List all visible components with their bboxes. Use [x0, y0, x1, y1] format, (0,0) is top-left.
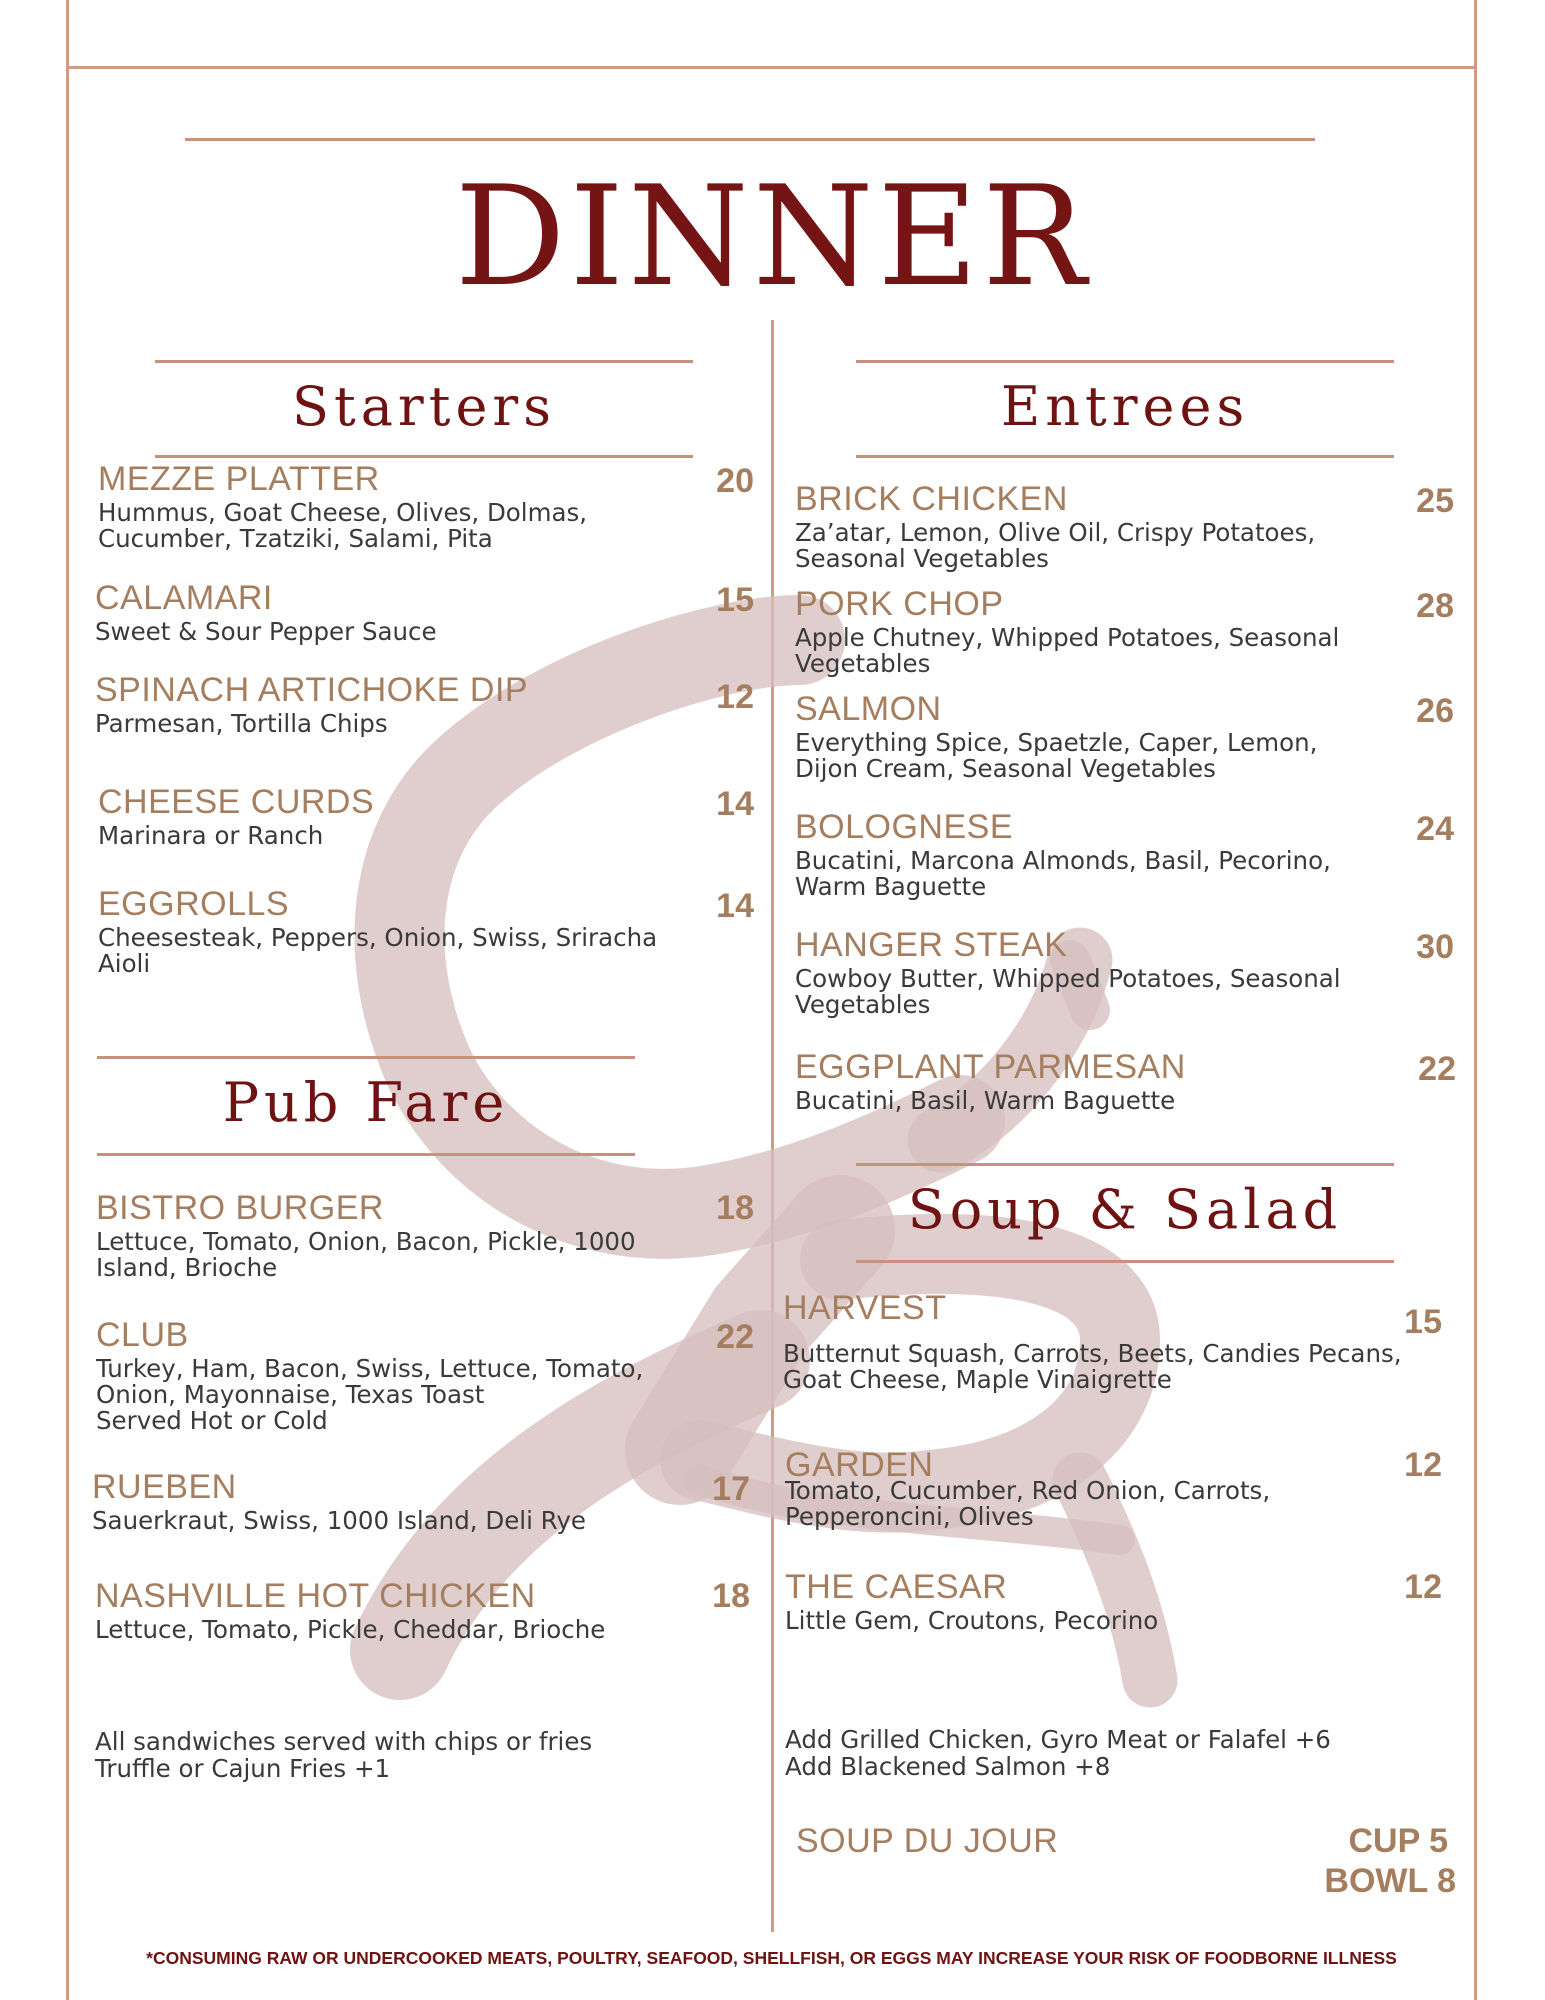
menu-item-calamari	[95, 579, 755, 645]
item-price: 25	[1416, 482, 1454, 520]
item-description: Sweet & Sour Pepper Sauce	[95, 617, 437, 646]
soup-salad-top-rule	[856, 1163, 1394, 1166]
item-name: HANGER STEAK	[795, 926, 1068, 964]
entrees-top-rule	[856, 360, 1394, 363]
sandwich-sides-note: All sandwiches served with chips or fries Truffle or Cajun Fries +1	[95, 1727, 593, 1783]
title-top-rule	[185, 138, 1315, 141]
item-price: 18	[716, 1189, 754, 1227]
item-description: Lettuce, Tomato, Onion, Bacon, Pickle, 1000 Island, Brioche	[96, 1227, 636, 1282]
item-name: NASHVILLE HOT CHICKEN	[95, 1577, 536, 1615]
menu-item-spinach-artichoke-dip	[95, 671, 755, 737]
soup-cup-price: CUP 5	[1348, 1822, 1448, 1860]
item-price: 24	[1416, 810, 1454, 848]
menu-item-garden	[785, 1446, 1405, 1530]
item-description: Lettuce, Tomato, Pickle, Cheddar, Brioche	[95, 1615, 606, 1644]
soup-salad-heading: Soup & Salad	[907, 1178, 1343, 1241]
item-price: 22	[1418, 1050, 1456, 1088]
item-price: 17	[712, 1470, 750, 1508]
item-description: Marinara or Ranch	[98, 821, 324, 850]
item-price: 20	[716, 462, 754, 500]
item-description: Cowboy Butter, Whipped Potatoes, Seasonal Vegetables	[795, 964, 1341, 1019]
item-price: 14	[716, 785, 754, 823]
salad-add-ons-note: Add Grilled Chicken, Gyro Meat or Falafel +6 Add Blackened Salmon +8	[785, 1725, 1331, 1781]
item-price: 12	[716, 678, 754, 716]
item-description: Parmesan, Tortilla Chips	[95, 709, 388, 738]
item-description: Everything Spice, Spaetzle, Caper, Lemon, Dijon Cream, Seasonal Vegetables	[795, 728, 1318, 783]
item-name: GARDEN	[785, 1446, 934, 1484]
item-description: Little Gem, Croutons, Pecorino	[785, 1606, 1159, 1635]
item-price: 12	[1404, 1446, 1442, 1484]
item-description: Bucatini, Marcona Almonds, Basil, Pecorino, Warm Baguette	[795, 846, 1331, 901]
foodborne-illness-disclaimer: *CONSUMING RAW OR UNDERCOOKED MEATS, POULTRY, SEAFOOD, SHELLFISH, OR EGGS MAY INCREASE YOUR RISK OF FOODBORNE ILLNESS	[146, 1948, 1397, 1968]
item-price: 18	[712, 1577, 750, 1615]
soup-bowl-price: BOWL 8	[1324, 1862, 1456, 1900]
item-description: Butternut Squash, Carrots, Beets, Candies Pecans, Goat Cheese, Maple Vinaigrette	[783, 1339, 1402, 1394]
menu-title: DINNER	[454, 156, 1091, 317]
item-name: HARVEST	[783, 1289, 947, 1327]
item-name: CALAMARI	[95, 579, 273, 617]
menu-item-soup-du-jour	[796, 1822, 1196, 1860]
menu-item-cheese-curds	[98, 783, 758, 849]
menu-item-mezze-platter	[98, 460, 758, 552]
starters-bottom-rule	[155, 455, 693, 458]
pub-fare-heading: Pub Fare	[222, 1071, 510, 1134]
menu-item-club	[96, 1316, 756, 1434]
entrees-bottom-rule	[856, 455, 1394, 458]
item-price: 14	[716, 887, 754, 925]
menu-item-nashville-hot-chicken	[95, 1577, 755, 1643]
menu-item-brick-chicken	[795, 480, 1415, 572]
column-divider	[771, 320, 774, 1932]
soup-salad-bottom-rule	[856, 1260, 1394, 1263]
item-name: EGGROLLS	[98, 885, 290, 923]
item-description: Za’atar, Lemon, Olive Oil, Crispy Potatoes, Seasonal Vegetables	[795, 518, 1316, 573]
item-description: Turkey, Ham, Bacon, Swiss, Lettuce, Tomato, Onion, Mayonnaise, Texas Toast Served Hot or Cold	[96, 1354, 644, 1435]
menu-item-eggrolls	[98, 885, 758, 977]
item-name: CHEESE CURDS	[98, 783, 375, 821]
frame-top-border	[66, 66, 1477, 69]
item-name: SPINACH ARTICHOKE DIP	[95, 671, 529, 709]
entrees-heading: Entrees	[1000, 375, 1250, 438]
item-name: BOLOGNESE	[795, 808, 1014, 846]
item-description: Apple Chutney, Whipped Potatoes, Seasonal Vegetables	[795, 623, 1340, 678]
menu-item-salmon	[795, 690, 1415, 782]
starters-heading: Starters	[292, 375, 556, 438]
item-description: Sauerkraut, Swiss, 1000 Island, Deli Rye	[92, 1506, 586, 1535]
menu-item-eggplant-parmesan	[795, 1048, 1415, 1114]
pub-fare-top-rule	[97, 1056, 635, 1059]
item-name: SALMON	[795, 690, 942, 728]
item-description: Tomato, Cucumber, Red Onion, Carrots, Pepperoncini, Olives	[785, 1476, 1271, 1531]
item-name: RUEBEN	[92, 1468, 237, 1506]
menu-item-pork-chop	[795, 585, 1415, 677]
menu-item-harvest	[783, 1289, 1423, 1393]
menu-item-hanger-steak	[795, 926, 1415, 1018]
item-price: 15	[716, 581, 754, 619]
menu-item-bistro-burger	[96, 1189, 756, 1281]
item-description: Bucatini, Basil, Warm Baguette	[795, 1086, 1176, 1115]
item-price: 28	[1416, 587, 1454, 625]
menu-item-the-caesar	[785, 1568, 1405, 1634]
item-name: EGGPLANT PARMESAN	[795, 1048, 1186, 1086]
item-name: BRICK CHICKEN	[795, 480, 1068, 518]
item-name: MEZZE PLATTER	[98, 460, 380, 498]
item-price: 12	[1404, 1568, 1442, 1606]
item-price: 15	[1404, 1303, 1442, 1341]
menu-item-bolognese	[795, 808, 1415, 900]
item-description: Cheesesteak, Peppers, Onion, Swiss, Sriracha Aioli	[98, 923, 658, 978]
item-name: BISTRO BURGER	[96, 1189, 384, 1227]
item-name: CLUB	[96, 1316, 189, 1354]
pub-fare-bottom-rule	[97, 1153, 635, 1156]
item-price: 22	[716, 1318, 754, 1356]
starters-top-rule	[155, 360, 693, 363]
item-name: SOUP DU JOUR	[796, 1822, 1059, 1860]
menu-item-rueben	[92, 1468, 752, 1534]
item-name: PORK CHOP	[795, 585, 1004, 623]
item-price: 26	[1416, 692, 1454, 730]
item-description: Hummus, Goat Cheese, Olives, Dolmas, Cucumber, Tzatziki, Salami, Pita	[98, 498, 588, 553]
item-name: THE CAESAR	[785, 1568, 1008, 1606]
item-price: 30	[1416, 928, 1454, 966]
